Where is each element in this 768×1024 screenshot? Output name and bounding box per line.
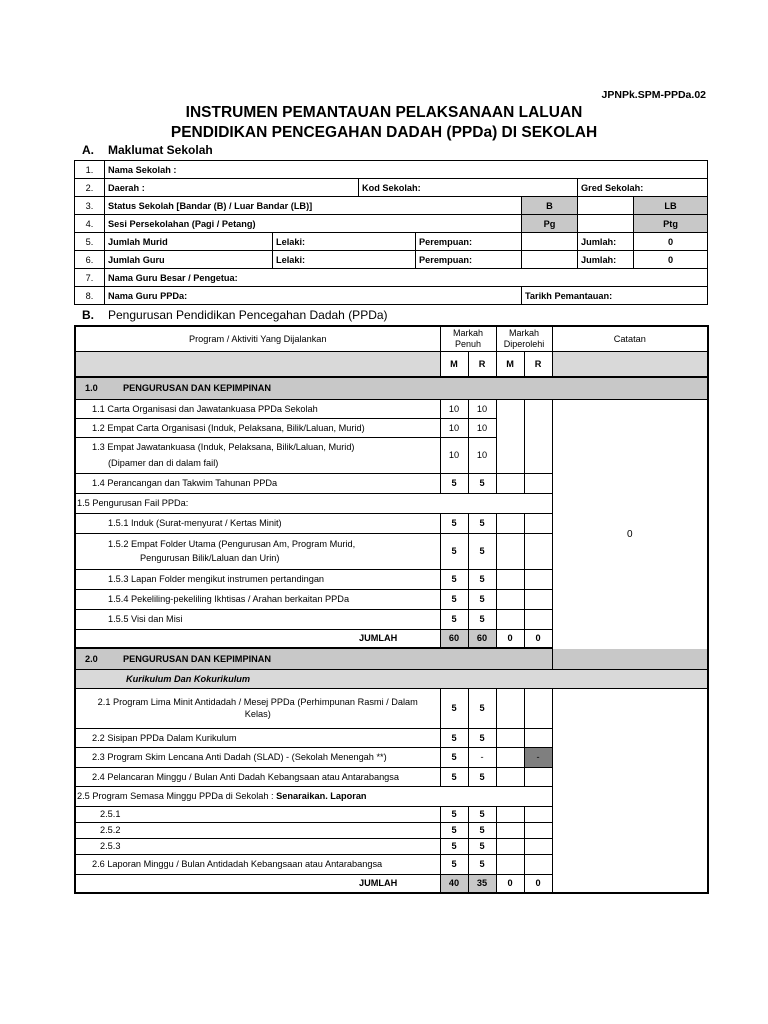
- score-r-input[interactable]: [524, 728, 552, 747]
- row-number: 2.: [75, 179, 105, 197]
- section-2-subtitle: Kurikulum Dan Kokurikulum: [75, 669, 708, 688]
- item-m: 5: [440, 513, 468, 533]
- status-bandar-option[interactable]: B: [522, 197, 578, 215]
- item-m: 5: [440, 609, 468, 629]
- item-text-sub: Pengurusan Bilik/Laluan dan Urin): [140, 553, 280, 563]
- section-a-heading: [82, 143, 213, 157]
- item-m: 5: [440, 806, 468, 822]
- teachers-total-value: 0: [634, 251, 708, 269]
- item-r: 10: [468, 418, 496, 437]
- item-m: 5: [440, 838, 468, 854]
- item-m: 5: [440, 747, 468, 767]
- section-a-title: Maklumat Sekolah: [108, 143, 213, 157]
- item-text: 2.5.1: [75, 806, 440, 822]
- status-bandar-box[interactable]: [578, 197, 634, 215]
- item-r: 10: [468, 437, 496, 473]
- item-text: 1.3 Empat Jawatankuasa (Induk, Pelaksana, Bilik/Laluan, Murid): [92, 441, 355, 452]
- session-petang-option[interactable]: Ptg: [634, 215, 708, 233]
- score-r-input[interactable]: [524, 399, 552, 473]
- document-code: JPNPk.SPM-PPDa.02: [601, 89, 706, 101]
- obtained-m-header: M: [496, 351, 524, 377]
- item-text: 2.5.3: [75, 838, 440, 854]
- item-text: 2.3 Program Skim Lencana Anti Dadah (SLAD) - (Sekolah Menengah **): [75, 747, 440, 767]
- item-m: 5: [440, 688, 468, 728]
- notes-cell[interactable]: [552, 688, 708, 893]
- section-1-header: [75, 377, 708, 399]
- section-1-title: PENGURUSAN DAN KEPIMPINAN: [123, 383, 272, 394]
- table-subheader-row: [75, 351, 708, 377]
- score-r-input[interactable]: [524, 589, 552, 609]
- table-row: [75, 688, 708, 728]
- total-obtained-r: 0: [524, 629, 552, 648]
- row-number: 6.: [75, 251, 105, 269]
- program-header: Program / Aktiviti Yang Dijalankan: [75, 326, 440, 351]
- item-r: 10: [468, 399, 496, 418]
- item-r: 5: [468, 473, 496, 493]
- students-total-label: Jumlah:: [578, 233, 634, 251]
- total-label: JUMLAH: [75, 629, 440, 648]
- item-r: -: [468, 747, 496, 767]
- info-row: [75, 215, 708, 233]
- students-male-field[interactable]: Lelaki:: [273, 233, 359, 251]
- item-r: 5: [468, 822, 496, 838]
- item-r: 5: [468, 569, 496, 589]
- row-number: 7.: [75, 269, 105, 287]
- section-b-letter: B.: [82, 308, 94, 322]
- item-m: 5: [440, 822, 468, 838]
- item-text-cell: [75, 786, 552, 806]
- total-obtained-r: 0: [524, 874, 552, 893]
- teachers-male-field[interactable]: Lelaki:: [273, 251, 359, 269]
- row-number: 5.: [75, 233, 105, 251]
- score-m-input[interactable]: [496, 589, 524, 609]
- item-m: 5: [440, 854, 468, 874]
- score-m-input[interactable]: [496, 533, 524, 569]
- item-text: 2.2 Sisipan PPDa Dalam Kurikulum: [75, 728, 440, 747]
- score-m-input[interactable]: [496, 688, 524, 728]
- info-row: [75, 251, 708, 269]
- teachers-label: Jumlah Guru: [105, 251, 273, 269]
- score-m-input[interactable]: [496, 747, 524, 767]
- session-pagi-option[interactable]: Pg: [522, 215, 578, 233]
- total-full-r: 60: [468, 629, 496, 648]
- score-m-input[interactable]: [496, 838, 524, 854]
- school-name-field[interactable]: Nama Sekolah :: [105, 161, 708, 179]
- item-m: 5: [440, 767, 468, 786]
- score-m-input[interactable]: [496, 399, 524, 473]
- score-r-input[interactable]: [524, 569, 552, 589]
- score-m-input[interactable]: [496, 822, 524, 838]
- school-status-label: Status Sekolah [Bandar (B) / Luar Bandar (LB)]: [105, 197, 522, 215]
- section-2-title: PENGURUSAN DAN KEPIMPINAN: [123, 653, 272, 664]
- item-m: 5: [440, 589, 468, 609]
- info-row: [75, 287, 708, 305]
- info-row: [75, 179, 708, 197]
- item-m: 5: [440, 473, 468, 493]
- item-text: 2.5.2: [75, 822, 440, 838]
- score-r-input[interactable]: [524, 767, 552, 786]
- item-text: 2.6 Laporan Minggu / Bulan Antidadah Kebangsaan atau Antarabangsa: [75, 854, 440, 874]
- section-b-heading: [82, 308, 388, 322]
- item-text: 1.2 Empat Carta Organisasi (Induk, Pelaksana, Bilik/Laluan, Murid): [75, 418, 440, 437]
- total-obtained-m: 0: [496, 874, 524, 893]
- item-r: 5: [468, 838, 496, 854]
- score-r-input[interactable]: [524, 473, 552, 493]
- item-m: 5: [440, 533, 468, 569]
- item-r: 5: [468, 513, 496, 533]
- score-r-input[interactable]: [524, 806, 552, 822]
- score-m-input[interactable]: [496, 806, 524, 822]
- students-label: Jumlah Murid: [105, 233, 273, 251]
- total-full-m: 60: [440, 629, 468, 648]
- item-r: 5: [468, 688, 496, 728]
- total-full-m: 40: [440, 874, 468, 893]
- info-row: [75, 269, 708, 287]
- session-label: Sesi Persekolahan (Pagi / Petang): [105, 215, 522, 233]
- info-row: [75, 161, 708, 179]
- item-text-bold: Senaraikan. Laporan: [276, 791, 367, 801]
- title-line-2: PENDIDIKAN PENCEGAHAN DADAH (PPDa) DI SEKOLAH: [170, 124, 598, 141]
- row-number: 4.: [75, 215, 105, 233]
- item-text: 1.5.1 Induk (Surat-menyurat / Kertas Minit): [75, 513, 440, 533]
- obtained-marks-header: Markah Diperolehi: [496, 326, 552, 351]
- score-r-input[interactable]: [524, 838, 552, 854]
- school-info-table: [74, 160, 708, 305]
- teachers-female-value[interactable]: [522, 251, 578, 269]
- full-m-header: M: [440, 351, 468, 377]
- table-row: [75, 399, 708, 418]
- score-r-input[interactable]: [524, 688, 552, 728]
- status-luar-bandar-option[interactable]: LB: [634, 197, 708, 215]
- score-r-input[interactable]: [524, 609, 552, 629]
- info-row: [75, 197, 708, 215]
- score-m-input[interactable]: [496, 767, 524, 786]
- item-m: 10: [440, 418, 468, 437]
- item-text: 2.1 Program Lima Minit Antidadah / Mesej PPDa (Perhimpunan Rasmi / Dalam Kelas): [75, 688, 440, 728]
- section-2-subheader: [75, 669, 708, 688]
- item-text-cell: [75, 533, 440, 569]
- item-r: 5: [468, 767, 496, 786]
- students-total-value: 0: [634, 233, 708, 251]
- notes-header: Catatan: [552, 326, 708, 351]
- school-grade-field[interactable]: Gred Sekolah:: [578, 179, 708, 197]
- section-a-letter: A.: [82, 143, 94, 157]
- total-full-r: 35: [468, 874, 496, 893]
- score-m-input[interactable]: [496, 513, 524, 533]
- item-r: 5: [468, 589, 496, 609]
- students-female-value[interactable]: [522, 233, 578, 251]
- row-number: 3.: [75, 197, 105, 215]
- row-number: 1.: [75, 161, 105, 179]
- students-female-field[interactable]: Perempuan:: [416, 233, 522, 251]
- ppda-teacher-field[interactable]: Nama Guru PPDa:: [105, 287, 522, 305]
- section-1-number: 1.0: [85, 383, 98, 394]
- item-text: 2.4 Pelancaran Minggu / Bulan Anti Dadah Kebangsaan atau Antarabangsa: [75, 767, 440, 786]
- total-label: JUMLAH: [75, 874, 440, 893]
- item-r: 5: [468, 854, 496, 874]
- teachers-female-field[interactable]: Perempuan:: [416, 251, 522, 269]
- item-text: 1.5.3 Lapan Folder mengikut instrumen pertandingan: [75, 569, 440, 589]
- total-obtained-m: 0: [496, 629, 524, 648]
- score-r-input[interactable]: [524, 854, 552, 874]
- section-1-title-cell: [75, 377, 708, 399]
- table-header-row: [75, 326, 708, 351]
- item-text: 1.4 Perancangan dan Takwim Tahunan PPDa: [75, 473, 440, 493]
- item-text: 1.5.2 Empat Folder Utama (Pengurusan Am, Program Murid,: [108, 539, 356, 549]
- item-text: 1.5 Pengurusan Fail PPDa:: [75, 493, 552, 513]
- ppda-scoring-table: [74, 325, 709, 894]
- district-field[interactable]: Daerah :: [105, 179, 359, 197]
- score-m-input[interactable]: [496, 854, 524, 874]
- score-r-input[interactable]: [524, 533, 552, 569]
- full-r-header: R: [468, 351, 496, 377]
- item-m: 5: [440, 569, 468, 589]
- item-text: 1.5.5 Visi dan Misi: [75, 609, 440, 629]
- score-m-input[interactable]: [496, 728, 524, 747]
- score-r-disabled: -: [524, 747, 552, 767]
- item-r: 5: [468, 609, 496, 629]
- session-pagi-box[interactable]: [578, 215, 634, 233]
- section-2-title-cell: [75, 648, 708, 669]
- teachers-total-label: Jumlah:: [578, 251, 634, 269]
- section-b-title: Pengurusan Pendidikan Pencegahan Dadah (PPDa): [108, 308, 388, 322]
- school-code-field[interactable]: Kod Sekolah:: [359, 179, 578, 197]
- score-m-input[interactable]: [496, 569, 524, 589]
- title-line-1: INSTRUMEN PEMANTAUAN PELAKSANAAN LALUAN: [185, 104, 583, 121]
- info-row: [75, 233, 708, 251]
- item-m: 10: [440, 437, 468, 473]
- notes-value: 0: [552, 399, 708, 669]
- row-number: 8.: [75, 287, 105, 305]
- full-marks-header: Markah Penuh: [440, 326, 496, 351]
- item-text: 2.5 Program Semasa Minggu PPDa di Sekolah :: [77, 791, 277, 801]
- item-m: 10: [440, 399, 468, 418]
- monitoring-date-field[interactable]: Tarikh Pemantauan:: [522, 287, 708, 305]
- item-text-cell: [75, 437, 440, 473]
- item-r: 5: [468, 728, 496, 747]
- item-r: 5: [468, 806, 496, 822]
- item-m: 5: [440, 728, 468, 747]
- item-r: 5: [468, 533, 496, 569]
- principal-name-field[interactable]: Nama Guru Besar / Pengetua:: [105, 269, 708, 287]
- section-2-header: [75, 648, 708, 669]
- score-r-input[interactable]: [524, 513, 552, 533]
- score-m-input[interactable]: [496, 609, 524, 629]
- item-text: 1.5.4 Pekeliling-pekeliling Ikhtisas / Arahan berkaitan PPDa: [75, 589, 440, 609]
- obtained-r-header: R: [524, 351, 552, 377]
- section-2-number: 2.0: [85, 653, 98, 664]
- score-m-input[interactable]: [496, 473, 524, 493]
- item-text: 1.1 Carta Organisasi dan Jawatankuasa PPDa Sekolah: [75, 399, 440, 418]
- score-r-input[interactable]: [524, 822, 552, 838]
- item-text-sub: (Dipamer dan di dalam fail): [108, 458, 219, 468]
